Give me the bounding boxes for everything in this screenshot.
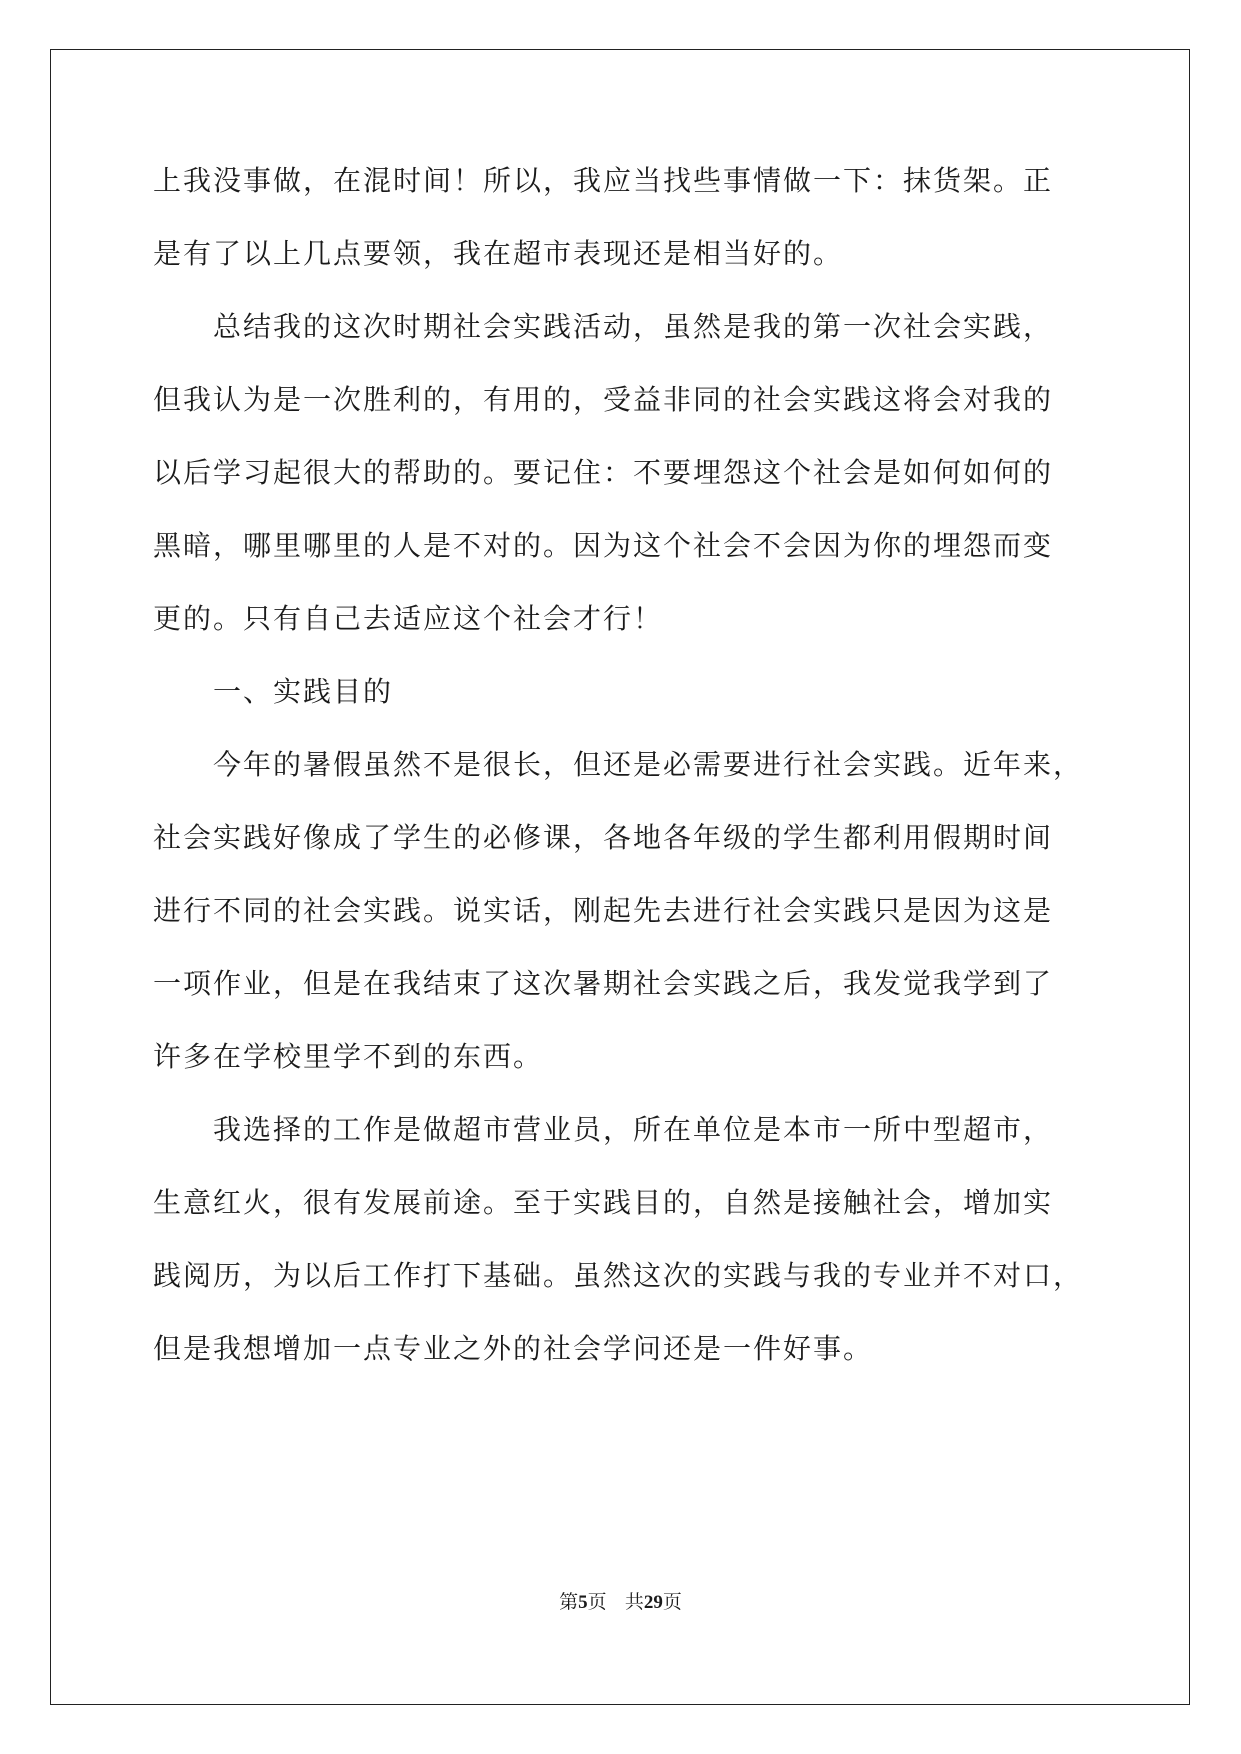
page-footer [0,1590,1241,1615]
footer-prefix: 第 [559,1591,579,1613]
text-line: 一项作业，但是在我结束了这次暑期社会实践之后，我发觉我学到了 [153,967,1054,1000]
current-page-number: 5 [578,1592,588,1613]
section-heading: 一、实践目的 [153,675,394,708]
text-line: 是有了以上几点要领，我在超市表现还是相当好的。 [153,237,844,270]
text-line: 社会实践好像成了学生的必修课，各地各年级的学生都利用假期时间 [153,821,1054,854]
document-body [153,161,1093,1369]
text-line: 上我没事做，在混时间！所以，我应当找些事情做一下：抹货架。正 [153,164,1054,197]
total-page-count: 29 [643,1592,663,1613]
text-line: 但我认为是一次胜利的，有用的，受益非同的社会实践这将会对我的 [153,383,1054,416]
text-line: 但是我想增加一点专业之外的社会学问还是一件好事。 [153,1332,874,1365]
text-line: 黑暗，哪里哪里的人是不对的。因为这个社会不会因为你的埋怨而变 [153,529,1054,562]
text-line: 践阅历，为以后工作打下基础。虽然这次的实践与我的专业并不对口， [153,1259,1084,1292]
text-line: 我选择的工作是做超市营业员，所在单位是本市一所中型超市， [153,1113,1054,1146]
footer-page-suffix: 页 [587,1591,607,1613]
text-line: 以后学习起很大的帮助的。要记住：不要埋怨这个社会是如何如何的 [153,456,1054,489]
text-line: 今年的暑假虽然不是很长，但还是必需要进行社会实践。近年来， [153,748,1084,781]
text-line: 总结我的这次时期社会实践活动，虽然是我的第一次社会实践， [153,310,1054,343]
text-line: 更的。只有自己去适应这个社会才行！ [153,602,664,635]
text-line: 进行不同的社会实践。说实话，刚起先去进行社会实践只是因为这是 [153,894,1054,927]
footer-total-suffix: 页 [662,1591,682,1613]
footer-total-prefix: 共 [624,1591,644,1613]
text-line: 生意红火，很有发展前途。至于实践目的，自然是接触社会，增加实 [153,1186,1054,1219]
text-line: 许多在学校里学不到的东西。 [153,1040,544,1073]
